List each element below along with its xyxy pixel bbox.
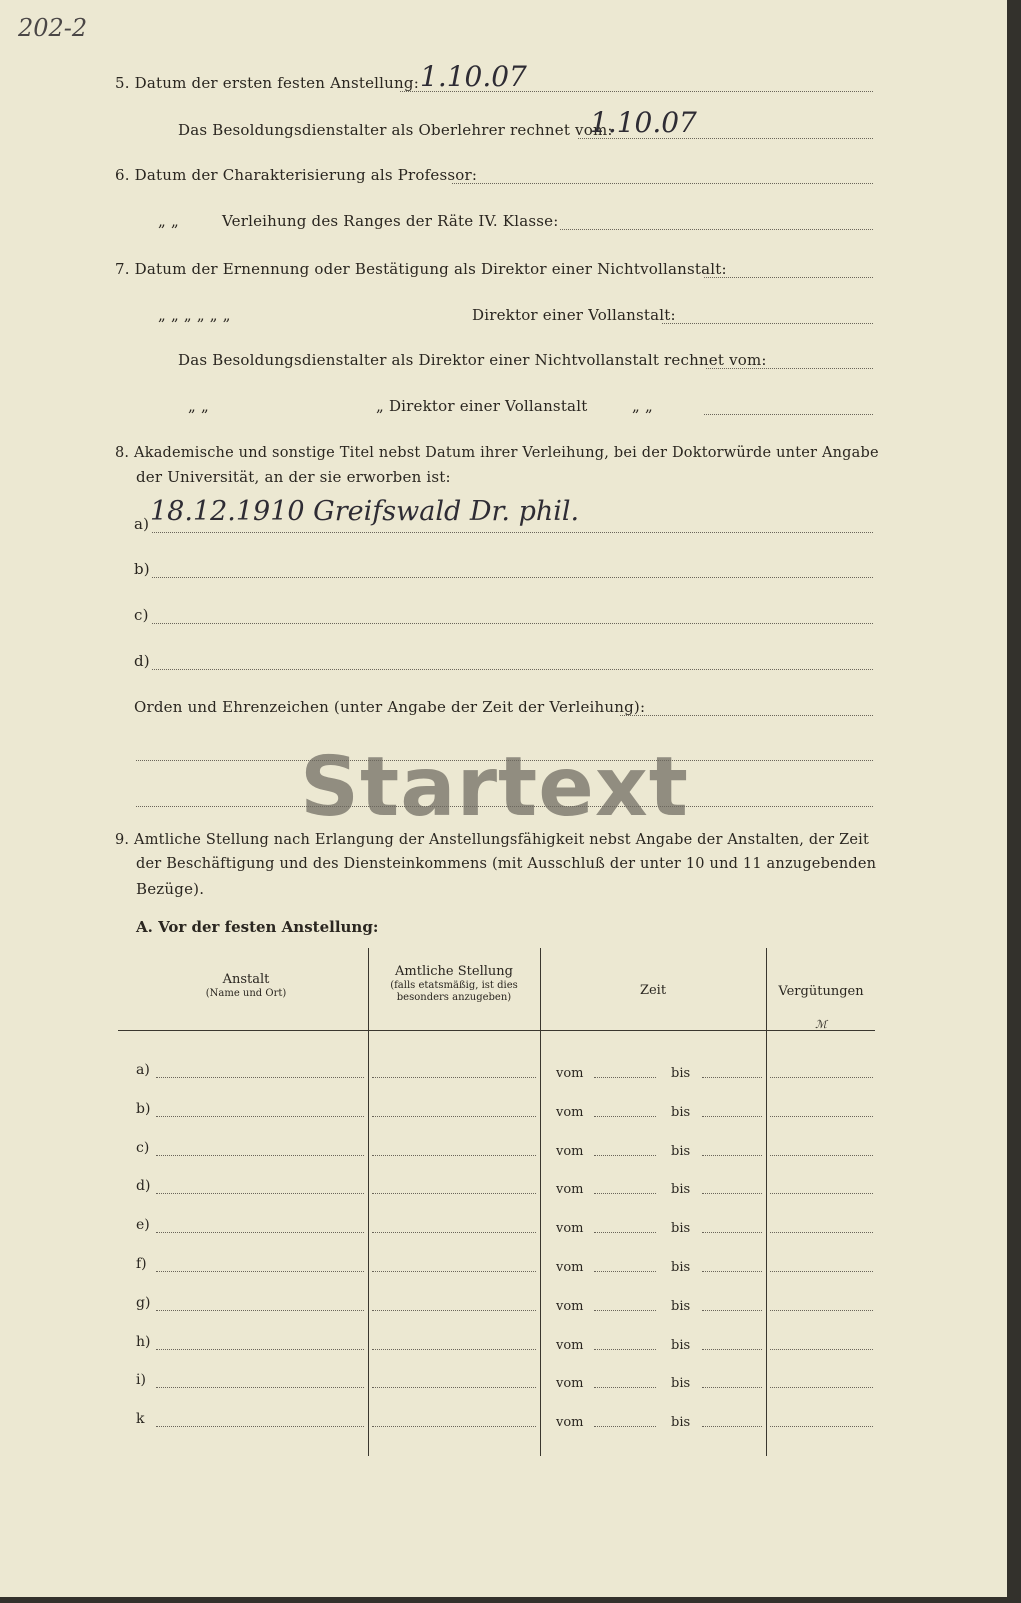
item-7b-label: Direktor einer Vollanstalt: bbox=[472, 306, 676, 324]
item-8-line2: der Universität, an der sie erworben ist: bbox=[136, 468, 451, 486]
row-anstalt-field[interactable] bbox=[156, 1271, 364, 1272]
row-stellung-field[interactable] bbox=[372, 1116, 536, 1117]
table-row-label: k bbox=[136, 1411, 145, 1427]
row-anstalt-field[interactable] bbox=[156, 1310, 364, 1311]
row-verg-field[interactable] bbox=[770, 1387, 873, 1388]
row-bis-field[interactable] bbox=[702, 1271, 762, 1272]
col-header-stellung-title: Amtliche Stellung bbox=[395, 964, 513, 979]
row-vom-label: vom bbox=[556, 1144, 584, 1159]
row-vom-field[interactable] bbox=[594, 1349, 656, 1350]
row-bis-label: bis bbox=[671, 1260, 691, 1275]
table-row-label: a) bbox=[136, 1062, 150, 1078]
col-header-stellung-sub1: (falls etatsmäßig, ist dies bbox=[390, 979, 518, 991]
row-bis-label: bis bbox=[671, 1182, 691, 1197]
item-8a-field[interactable] bbox=[152, 532, 873, 533]
row-stellung-field[interactable] bbox=[372, 1387, 536, 1388]
item-8b-field[interactable] bbox=[152, 577, 873, 578]
archive-number: 202-2 bbox=[18, 14, 88, 42]
row-verg-field[interactable] bbox=[770, 1232, 873, 1233]
row-anstalt-field[interactable] bbox=[156, 1155, 364, 1156]
col-header-anstalt bbox=[130, 972, 362, 1000]
item-8c-field[interactable] bbox=[152, 623, 873, 624]
row-bis-label: bis bbox=[671, 1338, 691, 1353]
table-row-label: g) bbox=[136, 1295, 151, 1311]
item-7c-field[interactable] bbox=[706, 368, 873, 369]
row-stellung-field[interactable] bbox=[372, 1310, 536, 1311]
row-verg-field[interactable] bbox=[770, 1193, 873, 1194]
row-bis-label: bis bbox=[671, 1144, 691, 1159]
row-anstalt-field[interactable] bbox=[156, 1426, 364, 1427]
item-6-field[interactable] bbox=[452, 183, 873, 184]
watermark: Startext bbox=[300, 740, 689, 835]
col-header-stellung-sub2: besonders anzugeben) bbox=[396, 991, 512, 1003]
row-bis-field[interactable] bbox=[702, 1310, 762, 1311]
row-anstalt-field[interactable] bbox=[156, 1193, 364, 1194]
row-vom-field[interactable] bbox=[594, 1271, 656, 1272]
row-bis-field[interactable] bbox=[702, 1077, 762, 1078]
row-vom-label: vom bbox=[556, 1338, 584, 1353]
row-verg-field[interactable] bbox=[770, 1426, 873, 1427]
item-7d-label: „ Direktor einer Vollanstalt bbox=[376, 397, 588, 415]
item-5-value: 1.10.07 bbox=[420, 60, 527, 93]
item-7b-field[interactable] bbox=[662, 323, 873, 324]
row-vom-label: vom bbox=[556, 1415, 584, 1430]
row-bis-field[interactable] bbox=[702, 1155, 762, 1156]
row-bis-field[interactable] bbox=[702, 1349, 762, 1350]
table-row-label: h) bbox=[136, 1334, 151, 1350]
row-vom-field[interactable] bbox=[594, 1232, 656, 1233]
row-vom-field[interactable] bbox=[594, 1077, 656, 1078]
row-bis-field[interactable] bbox=[702, 1387, 762, 1388]
item-8b-label: b) bbox=[134, 560, 150, 578]
row-verg-field[interactable] bbox=[770, 1116, 873, 1117]
table-divider-2 bbox=[540, 948, 541, 1456]
item-7c-label: Das Besoldungsdienstalter als Direktor einer Nichtvollanstalt rechnet vom: bbox=[178, 351, 767, 369]
row-verg-field[interactable] bbox=[770, 1077, 873, 1078]
table-header-rule bbox=[118, 1030, 875, 1031]
item-9-line3: Bezüge). bbox=[136, 880, 205, 898]
row-anstalt-field[interactable] bbox=[156, 1387, 364, 1388]
item-8a-label: a) bbox=[134, 515, 150, 533]
item-8d-field[interactable] bbox=[152, 669, 873, 670]
item-6b-field[interactable] bbox=[560, 229, 873, 230]
row-verg-field[interactable] bbox=[770, 1310, 873, 1311]
item-7d-ditto1: „ „ bbox=[188, 397, 209, 415]
row-vom-field[interactable] bbox=[594, 1116, 656, 1117]
orden-field-1[interactable] bbox=[620, 715, 873, 716]
col-header-zeit: Zeit bbox=[639, 983, 667, 998]
row-anstalt-field[interactable] bbox=[156, 1077, 364, 1078]
row-vom-label: vom bbox=[556, 1299, 584, 1314]
row-bis-label: bis bbox=[671, 1105, 691, 1120]
row-anstalt-field[interactable] bbox=[156, 1116, 364, 1117]
table-row-label: i) bbox=[136, 1372, 146, 1388]
row-stellung-field[interactable] bbox=[372, 1349, 536, 1350]
row-stellung-field[interactable] bbox=[372, 1426, 536, 1427]
item-9-line1: 9. Amtliche Stellung nach Erlangung der Anstellungsfähigkeit nebst Angabe der Anstalten, der Zeit bbox=[115, 832, 870, 848]
row-bis-field[interactable] bbox=[702, 1116, 762, 1117]
row-bis-field[interactable] bbox=[702, 1426, 762, 1427]
row-vom-field[interactable] bbox=[594, 1193, 656, 1194]
item-7b-ditto: „ „ „ „ „ „ bbox=[158, 306, 231, 324]
row-bis-label: bis bbox=[671, 1221, 691, 1236]
col-header-anstalt-title: Anstalt bbox=[222, 972, 270, 987]
col-header-verg-unit: ℳ bbox=[815, 1018, 827, 1031]
row-anstalt-field[interactable] bbox=[156, 1232, 364, 1233]
row-vom-label: vom bbox=[556, 1182, 584, 1197]
item-8a-value: 18.12.1910 Greifswald Dr. phil. bbox=[150, 496, 580, 527]
row-verg-field[interactable] bbox=[770, 1155, 873, 1156]
item-6b-ditto: „ „ bbox=[158, 212, 179, 230]
table-divider-3 bbox=[766, 948, 767, 1456]
table-row-label: f) bbox=[136, 1256, 147, 1272]
row-bis-label: bis bbox=[671, 1066, 691, 1081]
table-row-label: b) bbox=[136, 1101, 151, 1117]
item-5-label: 5. Datum der ersten festen Anstellung: bbox=[115, 74, 419, 92]
table-row-label: e) bbox=[136, 1217, 150, 1233]
row-vom-label: vom bbox=[556, 1376, 584, 1391]
row-verg-field[interactable] bbox=[770, 1271, 873, 1272]
row-vom-field[interactable] bbox=[594, 1310, 656, 1311]
item-8c-label: c) bbox=[134, 606, 149, 624]
row-vom-label: vom bbox=[556, 1066, 584, 1081]
row-stellung-field[interactable] bbox=[372, 1155, 536, 1156]
item-5b-label: Das Besoldungsdienstalter als Oberlehrer rechnet vom: bbox=[178, 121, 613, 139]
item-5b-value: 1.10.07 bbox=[590, 106, 697, 139]
item-7-field[interactable] bbox=[704, 277, 873, 278]
row-vom-field[interactable] bbox=[594, 1387, 656, 1388]
item-6b-label: Verleihung des Ranges der Räte IV. Klasse: bbox=[222, 212, 559, 230]
row-stellung-field[interactable] bbox=[372, 1232, 536, 1233]
row-bis-field[interactable] bbox=[702, 1193, 762, 1194]
item-7-label: 7. Datum der Ernennung oder Bestätigung als Direktor einer Nichtvollanstalt: bbox=[115, 260, 727, 278]
orden-label: Orden und Ehrenzeichen (unter Angabe der Zeit der Verleihung): bbox=[134, 698, 646, 716]
row-bis-label: bis bbox=[671, 1415, 691, 1430]
row-anstalt-field[interactable] bbox=[156, 1349, 364, 1350]
item-6-label: 6. Datum der Charakterisierung als Professor: bbox=[115, 166, 478, 184]
table-row-label: d) bbox=[136, 1178, 151, 1194]
col-header-verg: Vergütungen bbox=[778, 984, 864, 999]
row-vom-field[interactable] bbox=[594, 1426, 656, 1427]
row-bis-label: bis bbox=[671, 1299, 691, 1314]
table-row-label: c) bbox=[136, 1140, 150, 1156]
item-7d-field[interactable] bbox=[704, 414, 873, 415]
row-vom-label: vom bbox=[556, 1260, 584, 1275]
row-stellung-field[interactable] bbox=[372, 1271, 536, 1272]
table-divider-1 bbox=[368, 948, 369, 1456]
item-8-line1: 8. Akademische und sonstige Titel nebst Datum ihrer Verleihung, bei der Doktorwürde unter Angabe bbox=[115, 445, 879, 461]
item-9-line2: der Beschäftigung und des Diensteinkommens (mit Ausschluß der unter 10 und 11 anzugebenden bbox=[136, 856, 877, 872]
row-vom-label: vom bbox=[556, 1105, 584, 1120]
row-stellung-field[interactable] bbox=[372, 1193, 536, 1194]
row-stellung-field[interactable] bbox=[372, 1077, 536, 1078]
section-a-title: A. Vor der festen Anstellung: bbox=[136, 918, 379, 936]
col-header-stellung bbox=[370, 964, 538, 1004]
row-vom-label: vom bbox=[556, 1221, 584, 1236]
row-verg-field[interactable] bbox=[770, 1349, 873, 1350]
row-vom-field[interactable] bbox=[594, 1155, 656, 1156]
item-8d-label: d) bbox=[134, 652, 150, 670]
item-7d-ditto2: „ „ bbox=[632, 397, 653, 415]
col-header-anstalt-sub: (Name und Ort) bbox=[205, 987, 287, 999]
row-bis-field[interactable] bbox=[702, 1232, 762, 1233]
row-bis-label: bis bbox=[671, 1376, 691, 1391]
